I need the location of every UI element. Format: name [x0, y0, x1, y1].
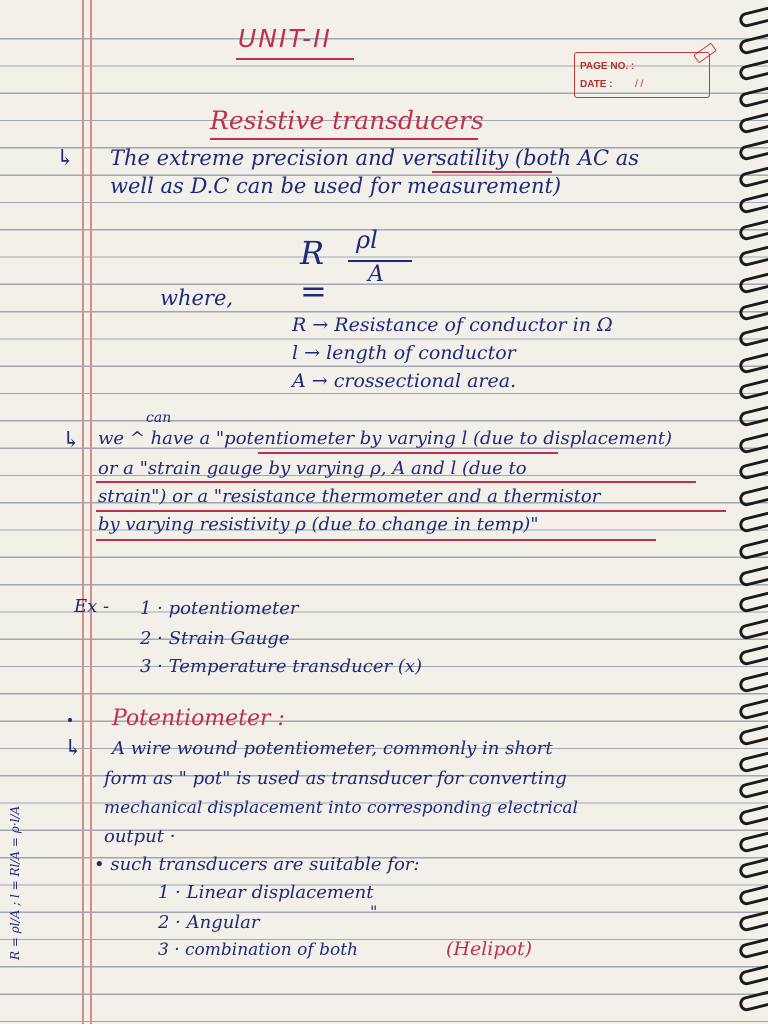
arrow-bullet-icon-3: ↳ [64, 736, 83, 761]
page-date-stamp [574, 52, 710, 98]
para-line-2: or a "strain gauge by varying ρ, A and l (due to [98, 458, 527, 479]
pot-line-4: output · [104, 826, 176, 847]
spiral-loop [738, 379, 768, 402]
spiral-loop [738, 671, 768, 694]
spiral-loop [738, 458, 768, 481]
para-underline-1 [258, 452, 558, 454]
spiral-loop [738, 166, 768, 189]
spiral-loop [738, 432, 768, 455]
spiral-loop [738, 618, 768, 641]
use-item-3: 3 · combination of both [158, 940, 358, 960]
date-label: DATE : [580, 79, 613, 90]
spiral-loop [738, 857, 768, 880]
unit-title-underline [236, 58, 354, 60]
spiral-loop [738, 645, 768, 668]
margin-formula-note: R = ρl/A ; l = Rl/A = ρ·l/A [8, 805, 22, 960]
date-value: / / [635, 79, 644, 90]
formula-numerator: ρl [356, 226, 378, 254]
spiral-loop [738, 6, 768, 29]
spiral-binding [738, 10, 768, 1020]
spiral-loop [738, 990, 768, 1013]
example-item-2: 2 · Strain Gauge [140, 628, 290, 649]
spiral-loop [738, 405, 768, 428]
spiral-loop [738, 884, 768, 907]
spiral-loop [738, 538, 768, 561]
bullet-dot [68, 718, 72, 722]
spiral-loop [738, 724, 768, 747]
spiral-loop [738, 59, 768, 82]
spiral-loop [738, 192, 768, 215]
spiral-loop [738, 272, 768, 295]
arrow-bullet-icon-2: ↳ [62, 428, 81, 453]
spiral-loop [738, 33, 768, 56]
intro-line-1: The extreme precision and versatility (both AC as [110, 146, 640, 170]
examples-label: Ex - [74, 596, 110, 617]
pot-line-2: form as " pot" is used as transducer for converting [104, 768, 567, 789]
para-underline-3 [96, 510, 726, 512]
example-item-1: 1 · potentiometer [140, 598, 299, 619]
pot-line-1: A wire wound potentiometer, commonly in short [112, 738, 553, 759]
spiral-loop [738, 911, 768, 934]
para-line-4: by varying resistivity ρ (due to change in temp)" [98, 514, 539, 535]
para-underline-2 [96, 481, 696, 483]
spiral-loop [738, 325, 768, 348]
use-item-2: 2 · Angular [158, 912, 260, 933]
formula-lhs: R = [300, 234, 327, 310]
pot-line-3: mechanical displacement into corresponding electrical [104, 798, 578, 818]
spiral-loop [738, 139, 768, 162]
definition-r: R → Resistance of conductor in Ω [292, 314, 613, 336]
unit-title: UNIT-II [238, 24, 332, 53]
spiral-loop [738, 485, 768, 508]
spiral-loop [738, 804, 768, 827]
spiral-loop [738, 698, 768, 721]
para-line-1: we ^ have a "potentiometer by varying l (due to displacement) [98, 428, 673, 449]
pot-line-5: • such transducers are suitable for: [94, 854, 420, 875]
spiral-loop [738, 778, 768, 801]
spiral-loop [738, 512, 768, 535]
spiral-loop [738, 113, 768, 136]
intro-line-2: well as D.C can be used for measurement) [110, 174, 562, 198]
spiral-loop [738, 565, 768, 588]
para-line-3: strain") or a "resistance thermometer and a thermistor [98, 486, 601, 507]
spiral-loop [738, 591, 768, 614]
definition-l: l → length of conductor [292, 342, 516, 364]
definition-a: A → crossectional area. [292, 370, 517, 392]
spiral-loop [738, 831, 768, 854]
caret-insert-note: can [146, 410, 172, 426]
example-item-3: 3 · Temperature transducer (x) [140, 656, 423, 677]
spiral-loop [738, 246, 768, 269]
section-title-resistive: Resistive transducers [210, 106, 484, 135]
versatility-underline [432, 171, 552, 173]
section-title-potentiometer: Potentiometer : [112, 706, 285, 731]
spiral-loop [738, 86, 768, 109]
spiral-loop [738, 751, 768, 774]
spiral-loop [738, 937, 768, 960]
spiral-loop [738, 219, 768, 242]
ditto-mark: " [370, 902, 378, 921]
spiral-loop [738, 299, 768, 322]
arrow-bullet-icon: ↳ [56, 146, 75, 171]
margin-line-left-2 [90, 0, 92, 1024]
para-underline-4 [96, 539, 656, 541]
spiral-loop [738, 352, 768, 375]
page-no-label: PAGE NO. : [580, 61, 635, 72]
margin-line-left-1 [82, 0, 84, 1024]
where-label: where, [160, 286, 234, 310]
section-title-underline [210, 138, 478, 140]
helipot-note: (Helipot) [446, 938, 533, 960]
spiral-loop [738, 964, 768, 987]
formula-denominator: A [368, 262, 384, 287]
use-item-1: 1 · Linear displacement [158, 882, 374, 903]
